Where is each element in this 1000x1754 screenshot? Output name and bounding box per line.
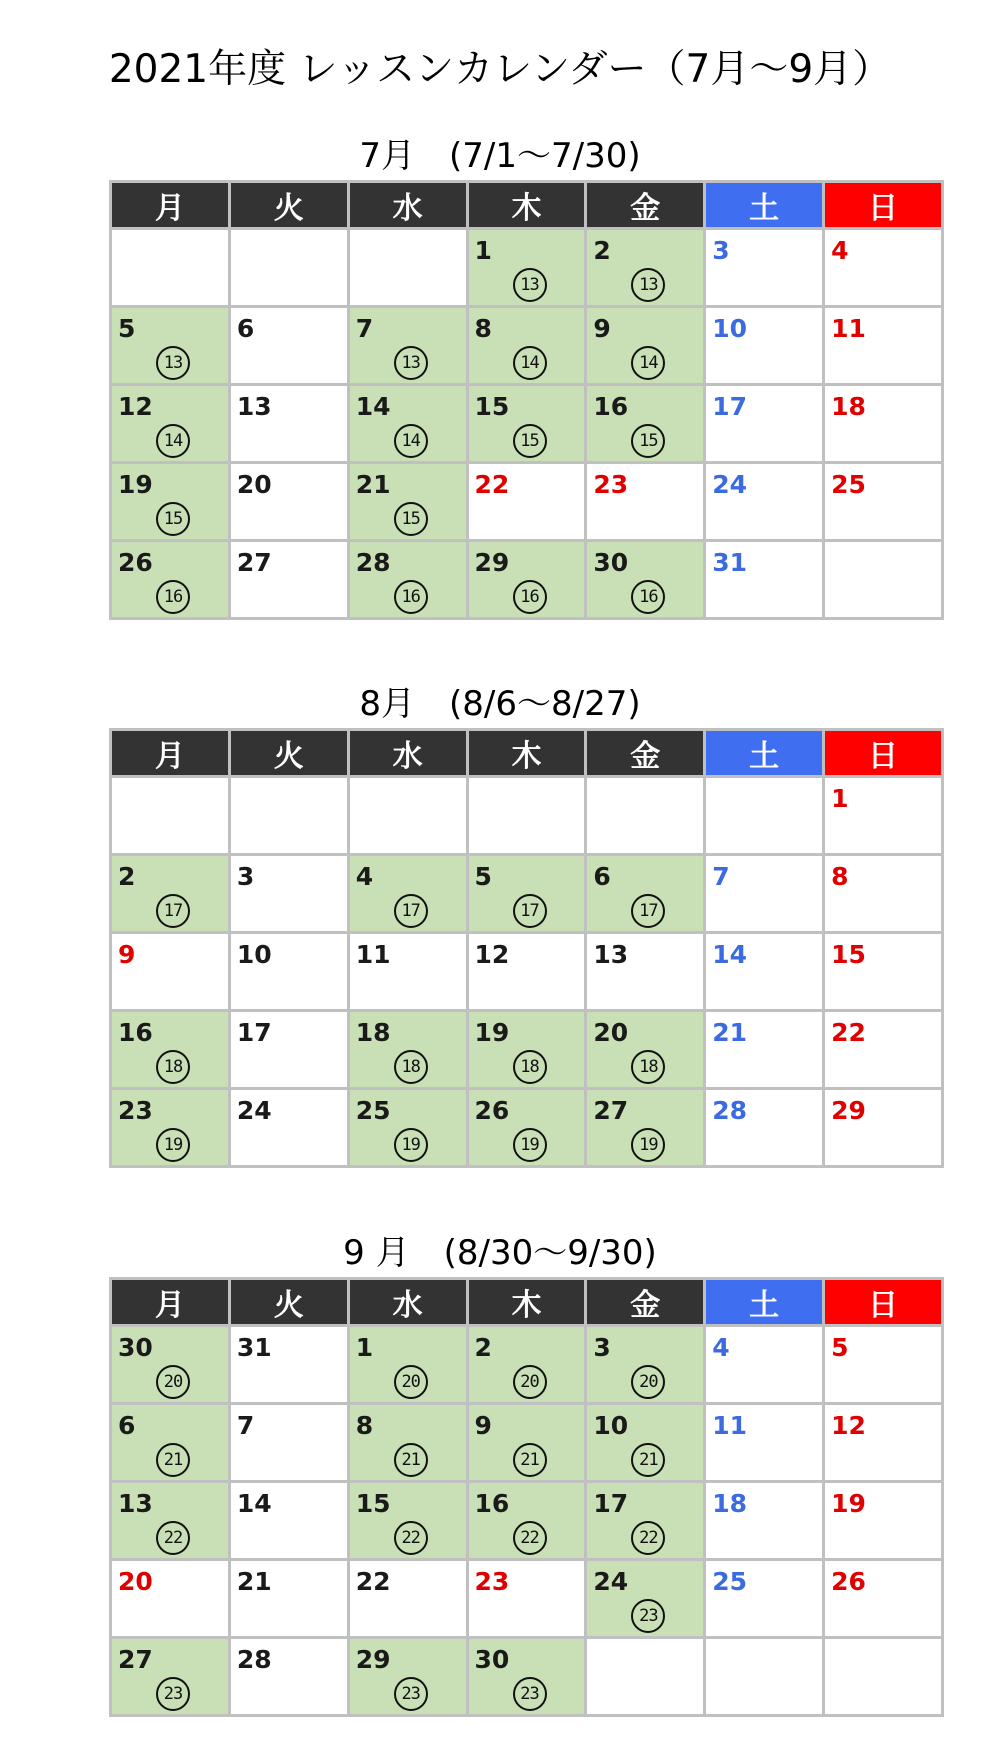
day-number: 18	[712, 1489, 748, 1518]
day-number: 27	[236, 548, 272, 577]
day-cell	[586, 307, 705, 385]
week-row	[111, 1011, 943, 1089]
day-cell	[229, 1011, 348, 1089]
day-cell	[111, 463, 230, 541]
day-number: 13	[593, 940, 629, 969]
day-number: 6	[118, 1411, 136, 1440]
lesson-number-circle: 20	[394, 1365, 428, 1399]
day-cell	[467, 1638, 586, 1716]
day-number: 16	[593, 392, 629, 421]
day-cell	[586, 1638, 705, 1716]
day-cell	[705, 1089, 824, 1167]
day-number: 2	[118, 862, 136, 891]
day-cell	[824, 777, 943, 855]
weekday-header: 木	[467, 182, 586, 229]
day-number: 2	[474, 1333, 492, 1362]
day-cell	[467, 1089, 586, 1167]
lesson-number-circle: 20	[513, 1365, 547, 1399]
day-number: 30	[118, 1333, 153, 1362]
day-number: 18	[355, 1018, 391, 1047]
day-number: 17	[236, 1018, 272, 1047]
week-row	[111, 1326, 943, 1404]
lesson-number-circle: 16	[631, 580, 665, 614]
day-cell	[824, 229, 943, 307]
day-cell	[705, 229, 824, 307]
day-cell	[824, 1326, 943, 1404]
day-number: 19	[474, 1018, 510, 1047]
day-number: 24	[236, 1096, 272, 1125]
day-cell	[229, 1089, 348, 1167]
lesson-number-circle: 13	[631, 268, 665, 302]
day-cell	[586, 1482, 705, 1560]
day-number: 9	[593, 314, 611, 343]
weekday-header: 金	[586, 182, 705, 229]
day-cell	[467, 1011, 586, 1089]
weekday-header: 日	[824, 730, 943, 777]
lesson-number-circle: 18	[513, 1050, 547, 1084]
day-cell	[348, 777, 467, 855]
day-cell	[824, 1560, 943, 1638]
day-number: 9	[118, 940, 136, 969]
lesson-number-circle: 23	[156, 1677, 190, 1711]
day-cell	[229, 307, 348, 385]
day-cell	[824, 933, 943, 1011]
week-row	[111, 229, 943, 307]
day-cell	[467, 1560, 586, 1638]
day-number: 11	[712, 1411, 748, 1440]
day-cell	[348, 1482, 467, 1560]
day-number: 10	[712, 314, 748, 343]
day-number: 18	[831, 392, 866, 421]
day-cell	[467, 777, 586, 855]
lesson-number-circle: 16	[394, 580, 428, 614]
day-number: 24	[593, 1567, 629, 1596]
day-number: 25	[831, 470, 866, 499]
lesson-number-circle: 13	[394, 346, 428, 380]
day-number: 29	[355, 1645, 391, 1674]
day-cell	[111, 307, 230, 385]
day-cell	[705, 1011, 824, 1089]
day-cell	[824, 1011, 943, 1089]
day-number: 10	[593, 1411, 629, 1440]
calendar-september	[109, 1277, 944, 1717]
day-number: 28	[236, 1645, 272, 1674]
weekday-header: 水	[348, 730, 467, 777]
lesson-number-circle: 22	[513, 1521, 547, 1555]
day-cell	[586, 1089, 705, 1167]
day-number: 17	[712, 392, 748, 421]
day-cell	[586, 1560, 705, 1638]
day-cell	[705, 1482, 824, 1560]
day-number: 10	[236, 940, 272, 969]
week-row	[111, 1089, 943, 1167]
day-cell	[586, 933, 705, 1011]
day-number: 11	[355, 940, 391, 969]
weekday-header: 日	[824, 182, 943, 229]
day-number: 20	[593, 1018, 629, 1047]
weekday-header: 日	[824, 1279, 943, 1326]
day-number: 1	[474, 236, 492, 265]
day-cell	[348, 541, 467, 619]
weekday-header: 土	[705, 182, 824, 229]
day-cell	[467, 229, 586, 307]
day-cell	[348, 1089, 467, 1167]
week-row	[111, 855, 943, 933]
day-number: 25	[712, 1567, 748, 1596]
month-title-august: 8月 (8/6～8/27)	[359, 684, 641, 724]
day-number: 21	[236, 1567, 272, 1596]
day-cell	[111, 541, 230, 619]
week-row	[111, 1560, 943, 1638]
day-cell	[348, 463, 467, 541]
day-cell	[348, 1011, 467, 1089]
lesson-number-circle: 15	[513, 424, 547, 458]
week-row	[111, 385, 943, 463]
day-number: 1	[355, 1333, 374, 1362]
lesson-number-circle: 22	[394, 1521, 428, 1555]
day-cell	[586, 463, 705, 541]
lesson-number-circle: 17	[394, 894, 428, 928]
day-number: 30	[593, 548, 629, 577]
day-number: 16	[118, 1018, 153, 1047]
day-cell	[467, 307, 586, 385]
lesson-number-circle: 20	[156, 1365, 190, 1399]
weekday-header: 土	[705, 1279, 824, 1326]
day-number: 14	[236, 1489, 272, 1518]
day-number: 27	[118, 1645, 153, 1674]
day-number: 2	[593, 236, 611, 265]
week-row	[111, 933, 943, 1011]
day-number: 13	[236, 392, 272, 421]
weekday-header-row	[111, 182, 943, 229]
day-number: 19	[118, 470, 153, 499]
day-number: 7	[355, 314, 374, 343]
month-title-july: 7月 (7/1～7/30)	[359, 136, 641, 176]
day-cell	[348, 1560, 467, 1638]
weekday-header: 月	[111, 730, 230, 777]
page-title: 2021年度 レッスンカレンダー（7月～9月）	[108, 47, 892, 92]
day-number: 16	[474, 1489, 510, 1518]
day-cell	[348, 1638, 467, 1716]
day-cell	[229, 385, 348, 463]
month-title-september: 9 月 (8/30～9/30)	[343, 1233, 657, 1273]
day-cell	[586, 777, 705, 855]
week-row	[111, 1638, 943, 1716]
day-number: 19	[831, 1489, 866, 1518]
day-number: 29	[474, 548, 510, 577]
day-cell	[348, 1404, 467, 1482]
weekday-header: 火	[229, 1279, 348, 1326]
day-cell	[586, 1404, 705, 1482]
day-cell	[586, 229, 705, 307]
day-cell	[705, 463, 824, 541]
day-number: 15	[474, 392, 510, 421]
lesson-number-circle: 18	[631, 1050, 665, 1084]
day-number: 8	[831, 862, 849, 891]
day-cell	[111, 1638, 230, 1716]
weekday-header: 金	[586, 1279, 705, 1326]
day-number: 20	[236, 470, 272, 499]
day-cell	[111, 855, 230, 933]
lesson-number-circle: 15	[394, 502, 428, 536]
day-number: 14	[355, 392, 391, 421]
day-cell	[229, 541, 348, 619]
day-cell	[705, 385, 824, 463]
day-number: 4	[712, 1333, 730, 1362]
day-number: 7	[712, 862, 730, 891]
weekday-header: 水	[348, 1279, 467, 1326]
day-number: 22	[474, 470, 510, 499]
day-number: 13	[118, 1489, 153, 1518]
day-cell	[586, 541, 705, 619]
lesson-number-circle: 22	[156, 1521, 190, 1555]
week-row	[111, 307, 943, 385]
day-cell	[824, 307, 943, 385]
day-number: 15	[355, 1489, 391, 1518]
day-cell	[705, 541, 824, 619]
day-cell	[348, 229, 467, 307]
day-number: 21	[712, 1018, 748, 1047]
day-number: 26	[831, 1567, 866, 1596]
day-cell	[586, 385, 705, 463]
day-cell	[111, 1011, 230, 1089]
day-cell	[111, 1326, 230, 1404]
day-cell	[111, 1560, 230, 1638]
day-number: 29	[831, 1096, 866, 1125]
day-cell	[824, 1089, 943, 1167]
day-number: 8	[474, 314, 492, 343]
day-number: 3	[593, 1333, 611, 1362]
day-number: 25	[355, 1096, 391, 1125]
day-number: 24	[712, 470, 748, 499]
weekday-header: 火	[229, 182, 348, 229]
day-cell	[586, 855, 705, 933]
day-cell	[824, 855, 943, 933]
day-number: 30	[474, 1645, 510, 1674]
day-cell	[705, 933, 824, 1011]
day-cell	[824, 1482, 943, 1560]
day-cell	[586, 1326, 705, 1404]
day-cell	[467, 1326, 586, 1404]
day-number: 4	[831, 236, 849, 265]
day-number: 7	[236, 1411, 255, 1440]
day-cell	[111, 1404, 230, 1482]
day-cell	[229, 463, 348, 541]
day-cell	[467, 541, 586, 619]
lesson-number-circle: 16	[156, 580, 190, 614]
lesson-number-circle: 15	[631, 424, 665, 458]
weekday-header: 木	[467, 1279, 586, 1326]
day-cell	[586, 1011, 705, 1089]
lesson-number-circle: 21	[513, 1443, 547, 1477]
day-number: 6	[236, 314, 255, 343]
day-number: 23	[593, 470, 629, 499]
day-number: 31	[712, 548, 748, 577]
lesson-number-circle: 19	[513, 1128, 547, 1162]
day-cell	[705, 307, 824, 385]
weekday-header: 土	[705, 730, 824, 777]
day-number: 21	[355, 470, 391, 499]
day-cell	[467, 463, 586, 541]
day-cell	[824, 541, 943, 619]
day-number: 6	[593, 862, 611, 891]
weekday-header: 金	[586, 730, 705, 777]
day-number: 15	[831, 940, 866, 969]
day-cell	[229, 1326, 348, 1404]
weekday-header-row	[111, 730, 943, 777]
calendar-july	[109, 180, 944, 620]
day-cell	[229, 1560, 348, 1638]
day-cell	[467, 385, 586, 463]
day-number: 27	[593, 1096, 629, 1125]
day-cell	[229, 1404, 348, 1482]
day-number: 26	[118, 548, 153, 577]
day-number: 9	[474, 1411, 492, 1440]
day-cell	[111, 777, 230, 855]
day-number: 14	[712, 940, 748, 969]
day-number: 17	[593, 1489, 629, 1518]
week-row	[111, 1404, 943, 1482]
lesson-number-circle: 17	[631, 894, 665, 928]
day-cell	[824, 1638, 943, 1716]
weekday-header: 火	[229, 730, 348, 777]
day-number: 28	[712, 1096, 748, 1125]
lesson-number-circle: 17	[156, 894, 190, 928]
lesson-number-circle: 14	[513, 346, 547, 380]
day-cell	[111, 933, 230, 1011]
lesson-number-circle: 14	[394, 424, 428, 458]
lesson-number-circle: 19	[394, 1128, 428, 1162]
day-number: 11	[831, 314, 866, 343]
lesson-number-circle: 22	[631, 1521, 665, 1555]
day-number: 3	[712, 236, 730, 265]
weekday-header: 木	[467, 730, 586, 777]
day-cell	[348, 1326, 467, 1404]
day-number: 20	[118, 1567, 153, 1596]
lesson-number-circle: 14	[631, 346, 665, 380]
lesson-number-circle: 13	[156, 346, 190, 380]
day-number: 3	[236, 862, 255, 891]
day-cell	[824, 1404, 943, 1482]
lesson-number-circle: 18	[156, 1050, 190, 1084]
day-number: 23	[474, 1567, 510, 1596]
day-cell	[467, 1404, 586, 1482]
weekday-header: 月	[111, 1279, 230, 1326]
day-number: 5	[474, 862, 492, 891]
day-cell	[705, 1560, 824, 1638]
day-number: 28	[355, 548, 391, 577]
weekday-header: 月	[111, 182, 230, 229]
day-number: 4	[355, 862, 374, 891]
lesson-number-circle: 18	[394, 1050, 428, 1084]
day-cell	[229, 933, 348, 1011]
day-number: 12	[118, 392, 153, 421]
lesson-number-circle: 21	[631, 1443, 665, 1477]
lesson-number-circle: 14	[156, 424, 190, 458]
day-cell	[467, 855, 586, 933]
day-cell	[229, 777, 348, 855]
day-cell	[111, 229, 230, 307]
week-row	[111, 463, 943, 541]
weekday-header: 水	[348, 182, 467, 229]
day-number: 12	[831, 1411, 866, 1440]
week-row	[111, 777, 943, 855]
lesson-number-circle: 23	[631, 1599, 665, 1633]
day-cell	[824, 385, 943, 463]
day-cell	[705, 1326, 824, 1404]
week-row	[111, 1482, 943, 1560]
day-number: 8	[355, 1411, 374, 1440]
day-cell	[111, 1482, 230, 1560]
lesson-number-circle: 13	[513, 268, 547, 302]
day-number: 22	[355, 1567, 391, 1596]
day-cell	[467, 1482, 586, 1560]
day-cell	[467, 933, 586, 1011]
day-number: 23	[118, 1096, 153, 1125]
day-cell	[705, 777, 824, 855]
day-cell	[348, 933, 467, 1011]
calendar-august	[109, 728, 944, 1168]
lesson-number-circle: 15	[156, 502, 190, 536]
lesson-number-circle: 19	[631, 1128, 665, 1162]
lesson-number-circle: 19	[156, 1128, 190, 1162]
day-cell	[348, 307, 467, 385]
day-cell	[705, 855, 824, 933]
day-cell	[348, 385, 467, 463]
day-number: 5	[118, 314, 136, 343]
lesson-number-circle: 23	[394, 1677, 428, 1711]
day-cell	[705, 1404, 824, 1482]
day-cell	[111, 1089, 230, 1167]
lesson-number-circle: 17	[513, 894, 547, 928]
lesson-number-circle: 23	[513, 1677, 547, 1711]
day-number: 1	[831, 784, 849, 813]
day-cell	[229, 1638, 348, 1716]
day-cell	[705, 1638, 824, 1716]
day-number: 22	[831, 1018, 866, 1047]
lesson-number-circle: 20	[631, 1365, 665, 1399]
week-row	[111, 541, 943, 619]
day-cell	[229, 229, 348, 307]
day-cell	[229, 855, 348, 933]
day-number: 12	[474, 940, 510, 969]
day-number: 31	[236, 1333, 272, 1362]
day-cell	[229, 1482, 348, 1560]
lesson-number-circle: 16	[513, 580, 547, 614]
day-number: 26	[474, 1096, 510, 1125]
day-cell	[824, 463, 943, 541]
day-cell	[111, 385, 230, 463]
day-cell	[348, 855, 467, 933]
weekday-header-row	[111, 1279, 943, 1326]
lesson-number-circle: 21	[156, 1443, 190, 1477]
day-number: 5	[831, 1333, 849, 1362]
lesson-number-circle: 21	[394, 1443, 428, 1477]
